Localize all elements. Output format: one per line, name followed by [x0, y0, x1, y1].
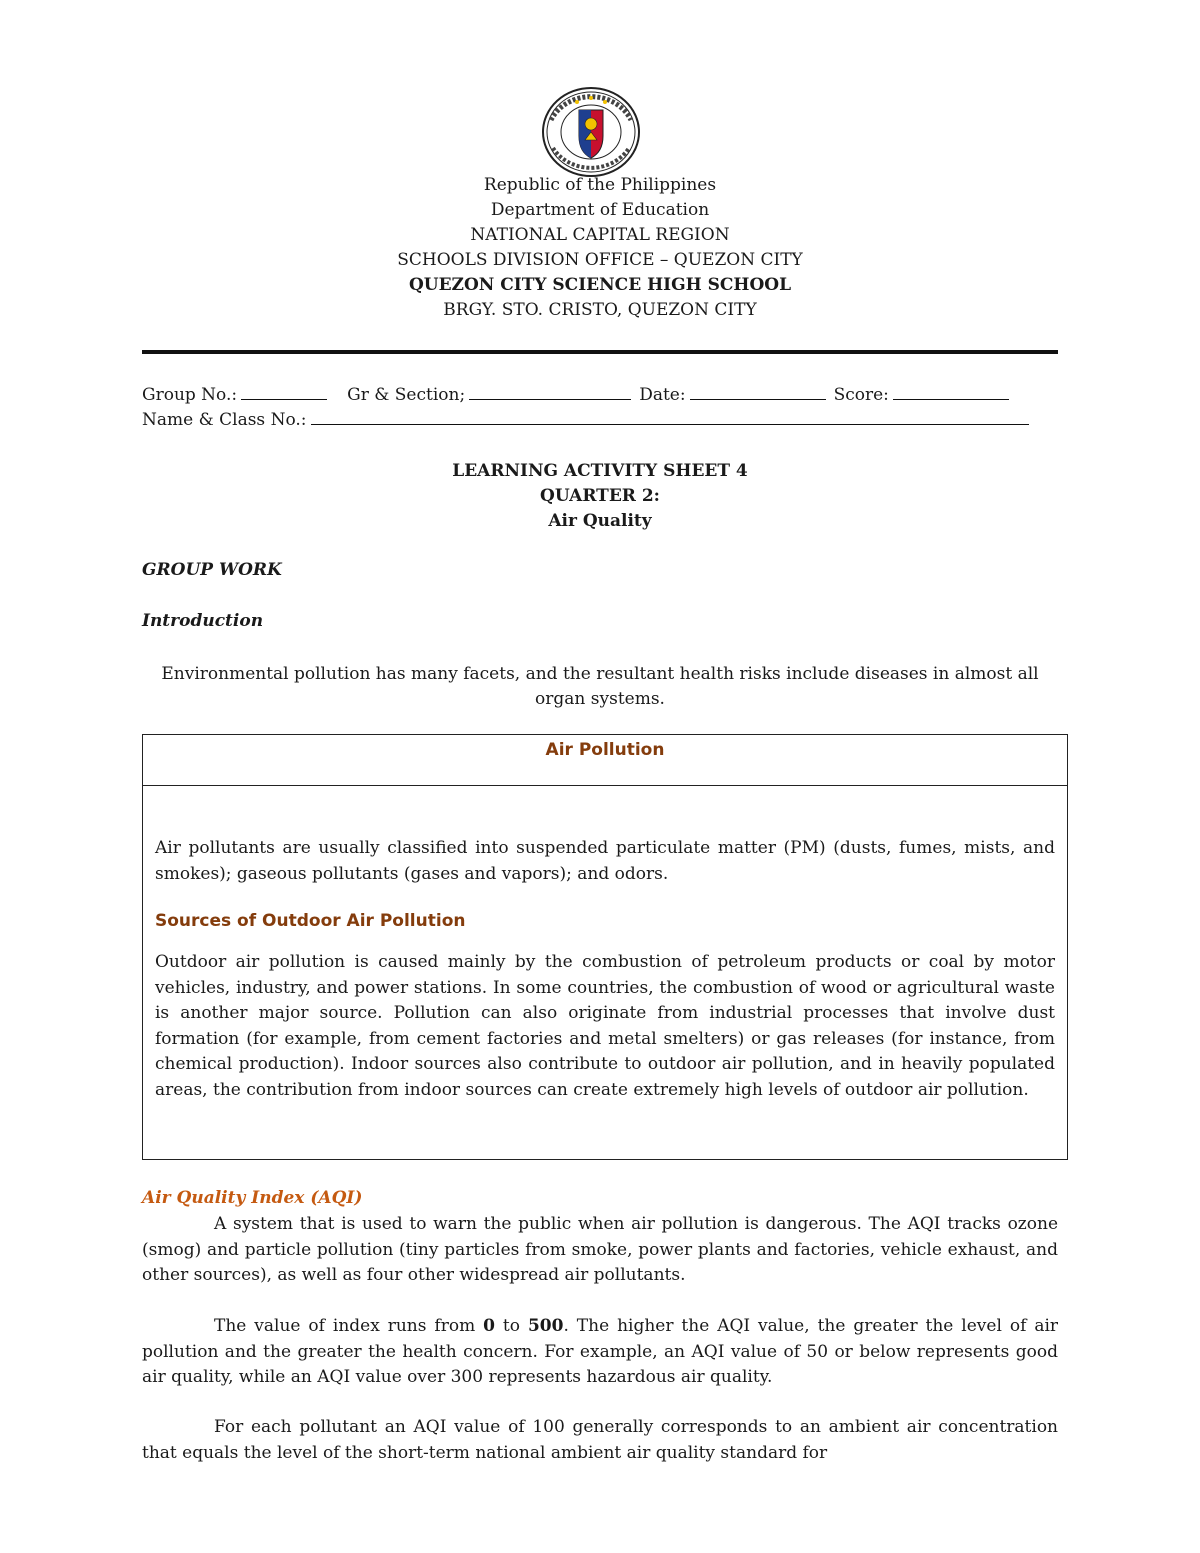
header-line-region: NATIONAL CAPITAL REGION [470, 225, 730, 245]
air-pollution-heading [143, 735, 1067, 786]
score-label: Score: [833, 385, 889, 405]
header-line-republic: Republic of the Philippines [483, 175, 717, 195]
group-no-field[interactable] [241, 383, 327, 400]
activity-title [0, 459, 1200, 534]
section-field[interactable] [469, 383, 631, 400]
name-class-label: Name & Class No.: [142, 410, 307, 430]
pollutant-classification-text: Air pollutants are usually classified into suspended particulate matter (PM) (dusts, fumes, mists, and smokes); gaseous pollutants (gases and vapors); and odors. [155, 838, 1055, 884]
introduction-heading: Introduction [142, 611, 264, 631]
aqi-definition-text: A system that is used to warn the public when air pollution is dangerous. The AQI tracks ozone (smog) and particle pollution (tiny particles from smoke, power plants and factories, vehicle exhaust, and other sources), as well as four other widespread air pollutants. [142, 1214, 1058, 1285]
header-line-deped: Department of Education [490, 200, 710, 220]
aqi-range-to: to [494, 1316, 528, 1336]
aqi-range-text-b: . The higher the AQI value, the greater the level of air pollution and the greater the health concern. For example, an AQI value of 50 or below represents good air quality, while an AQI value over 300 represents hazardous air quality. [142, 1316, 1059, 1387]
header-line-address: BRGY. STO. CRISTO, QUEZON CITY [443, 300, 757, 320]
aqi-min-value: 0 [483, 1316, 495, 1336]
title-line-sheet: LEARNING ACTIVITY SHEET 4 [452, 461, 748, 481]
score-field[interactable] [893, 383, 1009, 400]
aqi-range-text-a: The value of index runs from [214, 1316, 484, 1336]
deped-seal-icon [541, 86, 641, 178]
aqi-standard-text: For each pollutant an AQI value of 100 generally corresponds to an ambient air concentration that equals the level of the short-term national ambient air quality standard for [142, 1417, 1058, 1463]
header-divider [142, 350, 1058, 354]
aqi-range-text [142, 1314, 1058, 1391]
letterhead [0, 173, 1200, 323]
title-line-quarter: QUARTER 2: [540, 486, 660, 506]
air-pollution-box [142, 734, 1068, 1160]
header-line-school: QUEZON CITY SCIENCE HIGH SCHOOL [408, 275, 792, 295]
name-class-field[interactable] [311, 408, 1029, 425]
group-work-heading: GROUP WORK [142, 560, 282, 580]
outdoor-sources-text: Outdoor air pollution is caused mainly by the combustion of petroleum products or coal by motor vehicles, industry, and power stations. In some countries, the combustion of wood or agricultural waste is another major source. Pollution can also originate from industrial processes that involve dust formation (for example, from cement factories and metal smelters) or gas releases (for instance, from chemical production). Indoor sources also contribute to outdoor air pollution, and in heavily populated areas, the contribution from indoor sources can create extremely high levels of outdoor air pollution. [155, 952, 1055, 1100]
air-pollution-heading-text: Air Pollution [545, 740, 665, 760]
header-line-division: SCHOOLS DIVISION OFFICE – QUEZON CITY [397, 250, 803, 270]
aqi-heading: Air Quality Index (AQI) [142, 1188, 363, 1208]
outdoor-sources-heading: Sources of Outdoor Air Pollution [155, 911, 466, 931]
student-info-fields [142, 383, 1058, 433]
title-line-topic: Air Quality [548, 511, 652, 531]
date-field[interactable] [690, 383, 826, 400]
introduction-text: Environmental pollution has many facets, and the resultant health risks include diseases in almost all organ systems. [161, 664, 1039, 709]
group-no-label: Group No.: [142, 385, 238, 405]
date-label: Date: [639, 385, 686, 405]
section-label: Gr & Section; [347, 385, 466, 405]
aqi-max-value: 500 [527, 1316, 564, 1336]
